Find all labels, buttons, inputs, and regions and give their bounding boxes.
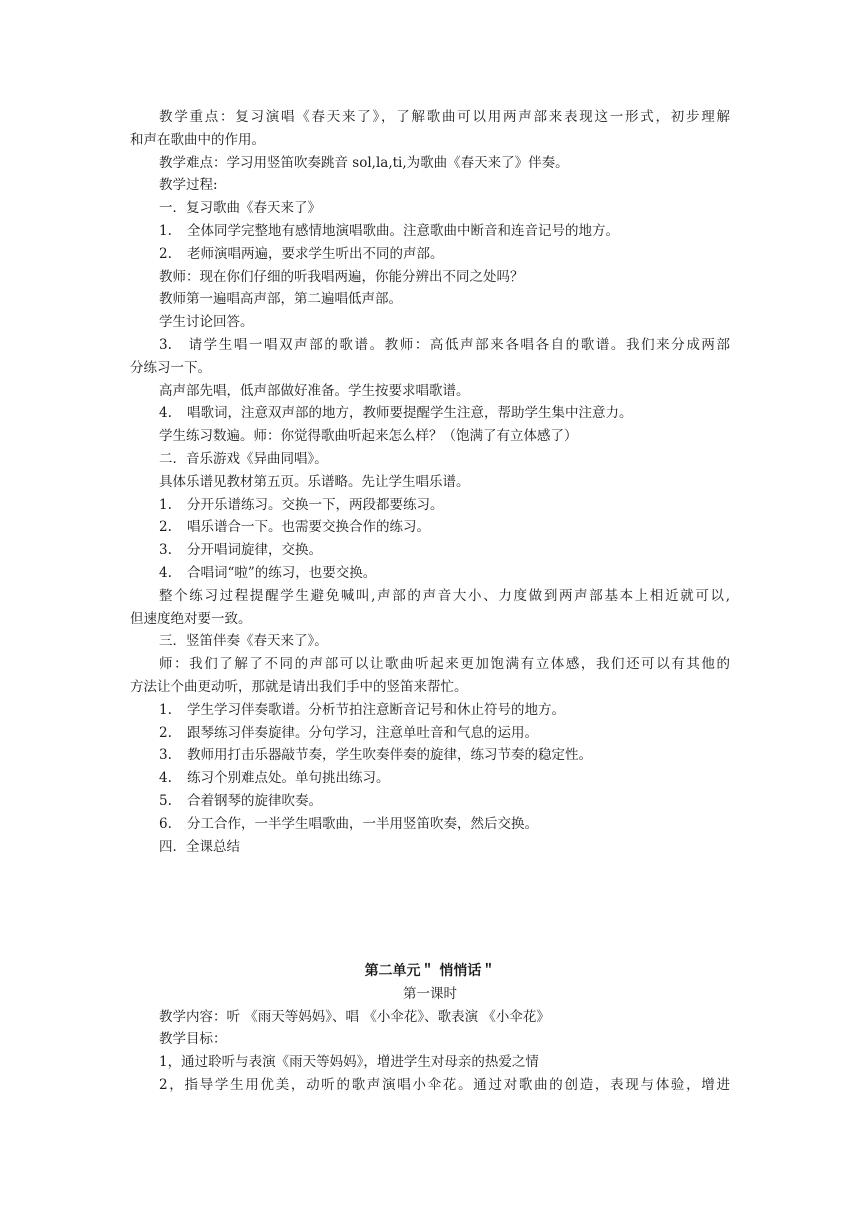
list-item: 4. 合唱词“啦”的练习，也要交换。 [159, 564, 377, 581]
teacher-talk-line-1: 师：我们了解了不同的声部可以让歌曲听起来更加饱满有立体感，我们还可以有其他的 [159, 656, 730, 673]
list-item: 4. 练习个别难点处。单句挑出练习。 [159, 770, 390, 787]
list-item: 3. 教师用打击乐器敲节奏，学生吹奏伴奏的旋律，练习节奏的稳定性。 [159, 747, 592, 764]
teaching-focus-line-2: 和声在歌曲中的作用。 [130, 131, 265, 148]
score-note: 具体乐谱见教材第五页。乐谱略。先让学生唱乐谱。 [159, 473, 470, 490]
list-item: 3. 分开唱词旋律，交换。 [159, 542, 322, 559]
teaching-focus-line-1: 教学重点：复习演唱《春天来了》，了解歌曲可以用两声部来表现这一形式，初步理解 [159, 109, 730, 125]
list-item: 2. 唱乐谱合一下。也需要交换合作的练习。 [159, 519, 430, 536]
teaching-difficulty: 教学难点：学习用竖笛吹奏跳音 sol,la,ti,为歌曲《春天来了》伴奏。 [159, 154, 569, 171]
list-item: 2. 跟琴练习伴奏旋律。分句学习，注意单吐音和气息的运用。 [159, 724, 538, 741]
lesson-number: 第一课时 [403, 985, 457, 1002]
lesson-plan-section [130, 106, 730, 858]
teaching-process-heading: 教学过程: [159, 177, 218, 194]
teacher-question: 教师：现在你们仔细的听我唱两遍，你能分辨出不同之处吗？ [159, 268, 524, 285]
student-discussion: 学生讨论回答。 [159, 314, 254, 331]
teacher-talk-line-2: 方法让个曲更动听，那就是请出我们手中的竖笛来帮忙。 [130, 678, 468, 695]
teaching-goals-heading: 教学目标： [159, 1031, 227, 1048]
list-item: 1. 学生学习伴奏歌谱。分析节拍注意断音记号和休止符号的地方。 [159, 701, 565, 718]
part-one-heading: 一．复习歌曲《春天来了》 [159, 200, 321, 217]
list-item-continuation: 分练习一下。 [130, 359, 211, 376]
list-item: 6. 分工合作，一半学生唱歌曲，一半用竖笛吹奏，然后交换。 [159, 815, 538, 832]
whole-practice-line-2: 但速度绝对要一致。 [130, 610, 252, 627]
list-item: 2. 老师演唱两遍，要求学生听出不同的声部。 [159, 245, 444, 262]
goal-item: 1，通过聆听与表演《雨天等妈妈》，增进学生对母亲的热爱之情 [159, 1054, 539, 1071]
high-voice-note: 高声部先唱，低声部做好准备。学生按要求唱歌谱。 [159, 382, 470, 399]
list-item: 4. 唱歌词，注意双声部的地方，教师要提醒学生注意，帮助学生集中注意力。 [159, 405, 633, 422]
practice-note: 学生练习数遍。师：你觉得歌曲听起来怎么样？（饱满了有立体感了） [159, 428, 578, 445]
list-item: 5. 合着钢琴的旋律吹奏。 [159, 792, 322, 809]
part-two-heading: 二．音乐游戏《异曲同唱》。 [159, 450, 328, 467]
list-item: 1. 全体同学完整地有感情地演唱歌曲。注意歌曲中断音和连音记号的地方。 [159, 222, 619, 239]
teacher-first-sing: 教师第一遍唱高声部，第二遍唱低声部。 [159, 291, 402, 308]
goal-item: 2，指导学生用优美，动听的歌声演唱小伞花。通过对歌曲的创造，表现与体验，增进 [159, 1076, 730, 1093]
unit-title: 第二单元＂ 悄悄话＂ [364, 963, 496, 979]
list-item: 3. 请学生唱一唱双声部的歌谱。教师：高低声部来各唱各自的歌谱。我们来分成两部 [159, 336, 730, 353]
unit-two-section [130, 960, 730, 1097]
part-four-heading: 四．全课总结 [159, 838, 240, 855]
teaching-content: 教学内容：听 《雨天等妈妈》、唱 《小伞花》、歌表演 《小伞花》 [159, 1008, 550, 1025]
list-item: 1. 分开乐谱练习。交换一下，两段都要练习。 [159, 496, 444, 513]
whole-practice-line-1: 整个练习过程提醒学生避免喊叫,声部的声音大小、力度做到两声部基本上相近就可以, [159, 587, 730, 604]
part-three-heading: 三．竖笛伴奏《春天来了》。 [159, 633, 328, 650]
